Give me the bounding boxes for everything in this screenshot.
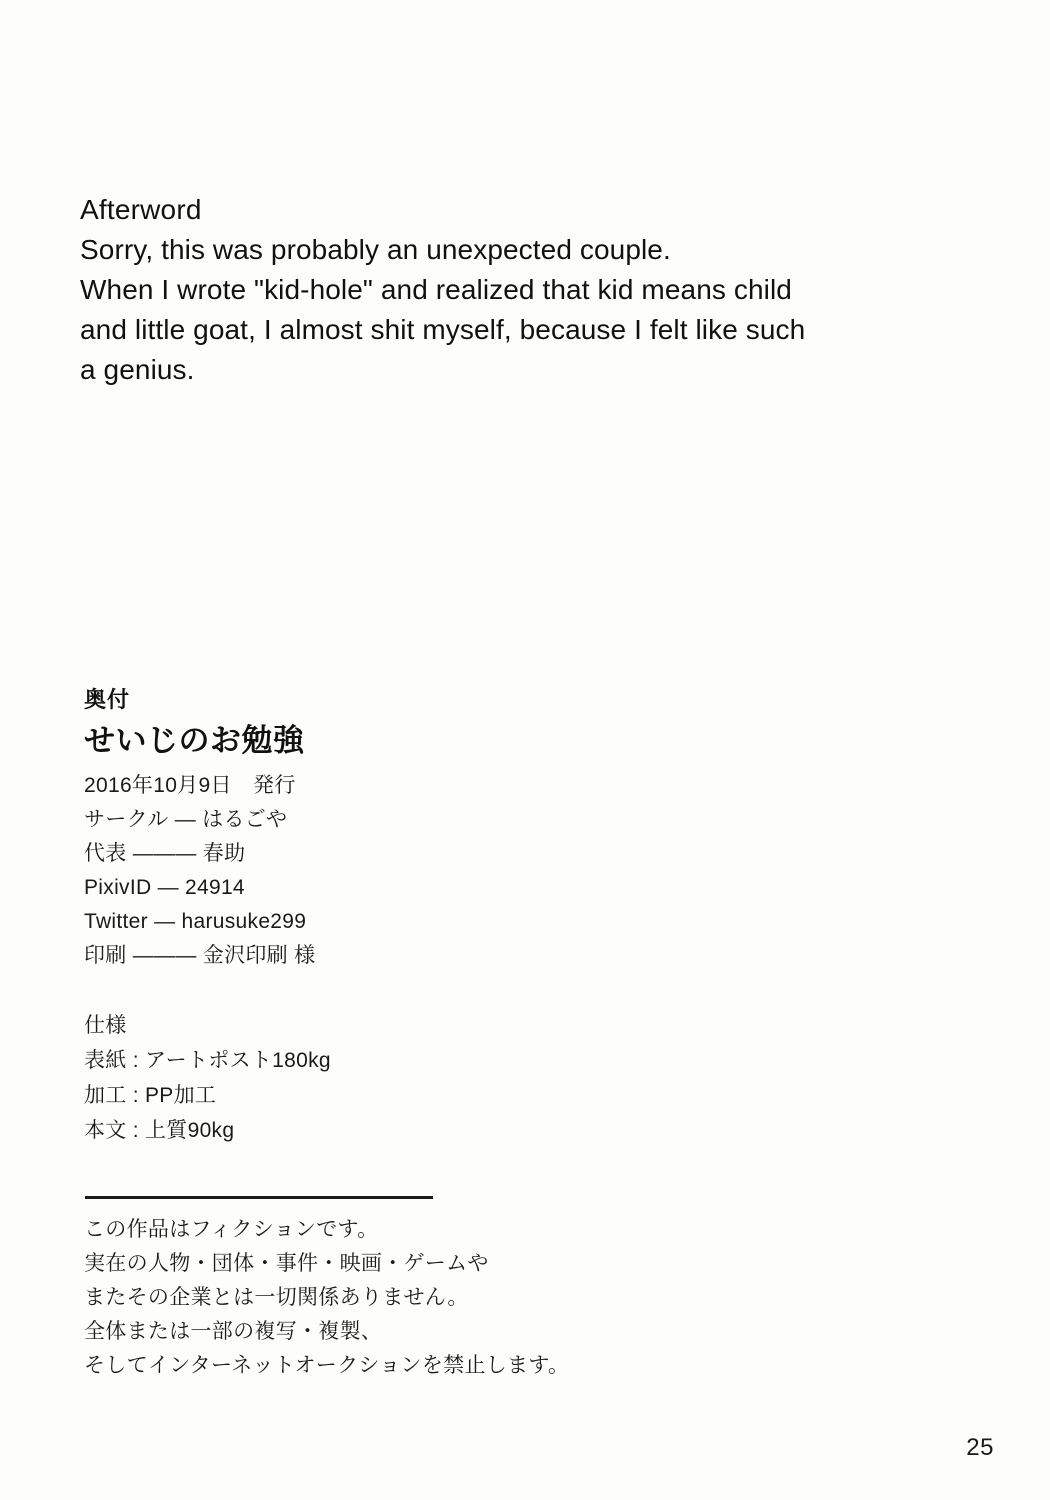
spec-line-cover: 表紙 : アートポスト180kg	[84, 1049, 331, 1072]
colophon-line-publish-date: 2016年10月9日 発行	[84, 774, 296, 797]
page-number: 25	[966, 1434, 994, 1461]
colophon-line-printer: 印刷 ――― 金沢印刷 様	[84, 944, 316, 967]
disclaimer-line: 全体または一部の複写・複製、	[84, 1320, 383, 1343]
colophon-details	[84, 769, 644, 973]
afterword-body	[80, 230, 950, 390]
disclaimer-line: またその企業とは一切関係ありません。	[84, 1286, 469, 1309]
disclaimer-line: そしてインターネットオークションを禁止します。	[84, 1354, 570, 1377]
disclaimer-section	[84, 1213, 734, 1383]
colophon-line-pixiv-id: PixivID ― 24914	[84, 876, 245, 899]
colophon-heading: 奥付	[84, 687, 131, 712]
afterword-section	[80, 190, 950, 390]
spec-line-body: 本文 : 上質90kg	[84, 1119, 235, 1142]
disclaimer-line: この作品はフィクションです。	[84, 1218, 379, 1241]
colophon-section	[84, 685, 644, 973]
colophon-line-twitter: Twitter ― harusuke299	[84, 910, 307, 933]
work-title: せいじのお勉強	[84, 723, 305, 758]
section-divider	[85, 1196, 433, 1199]
spec-heading: 仕様	[84, 1014, 127, 1037]
afterword-line: Sorry, this was probably an unexpected couple.	[80, 234, 671, 265]
afterword-line: a genius.	[80, 354, 195, 385]
colophon-line-circle: サークル ― はるごや	[84, 808, 288, 831]
spec-section	[84, 1008, 604, 1148]
disclaimer-line: 実在の人物・団体・事件・映画・ゲームや	[84, 1252, 489, 1275]
afterword-title: Afterword	[80, 194, 202, 225]
spec-line-finish: 加工 : PP加工	[84, 1084, 217, 1107]
afterword-line: When I wrote "kid-hole" and realized that kid means child	[80, 274, 792, 305]
colophon-line-representative: 代表 ――― 春助	[84, 842, 246, 865]
afterword-line: and little goat, I almost shit myself, because I felt like such	[80, 314, 806, 345]
